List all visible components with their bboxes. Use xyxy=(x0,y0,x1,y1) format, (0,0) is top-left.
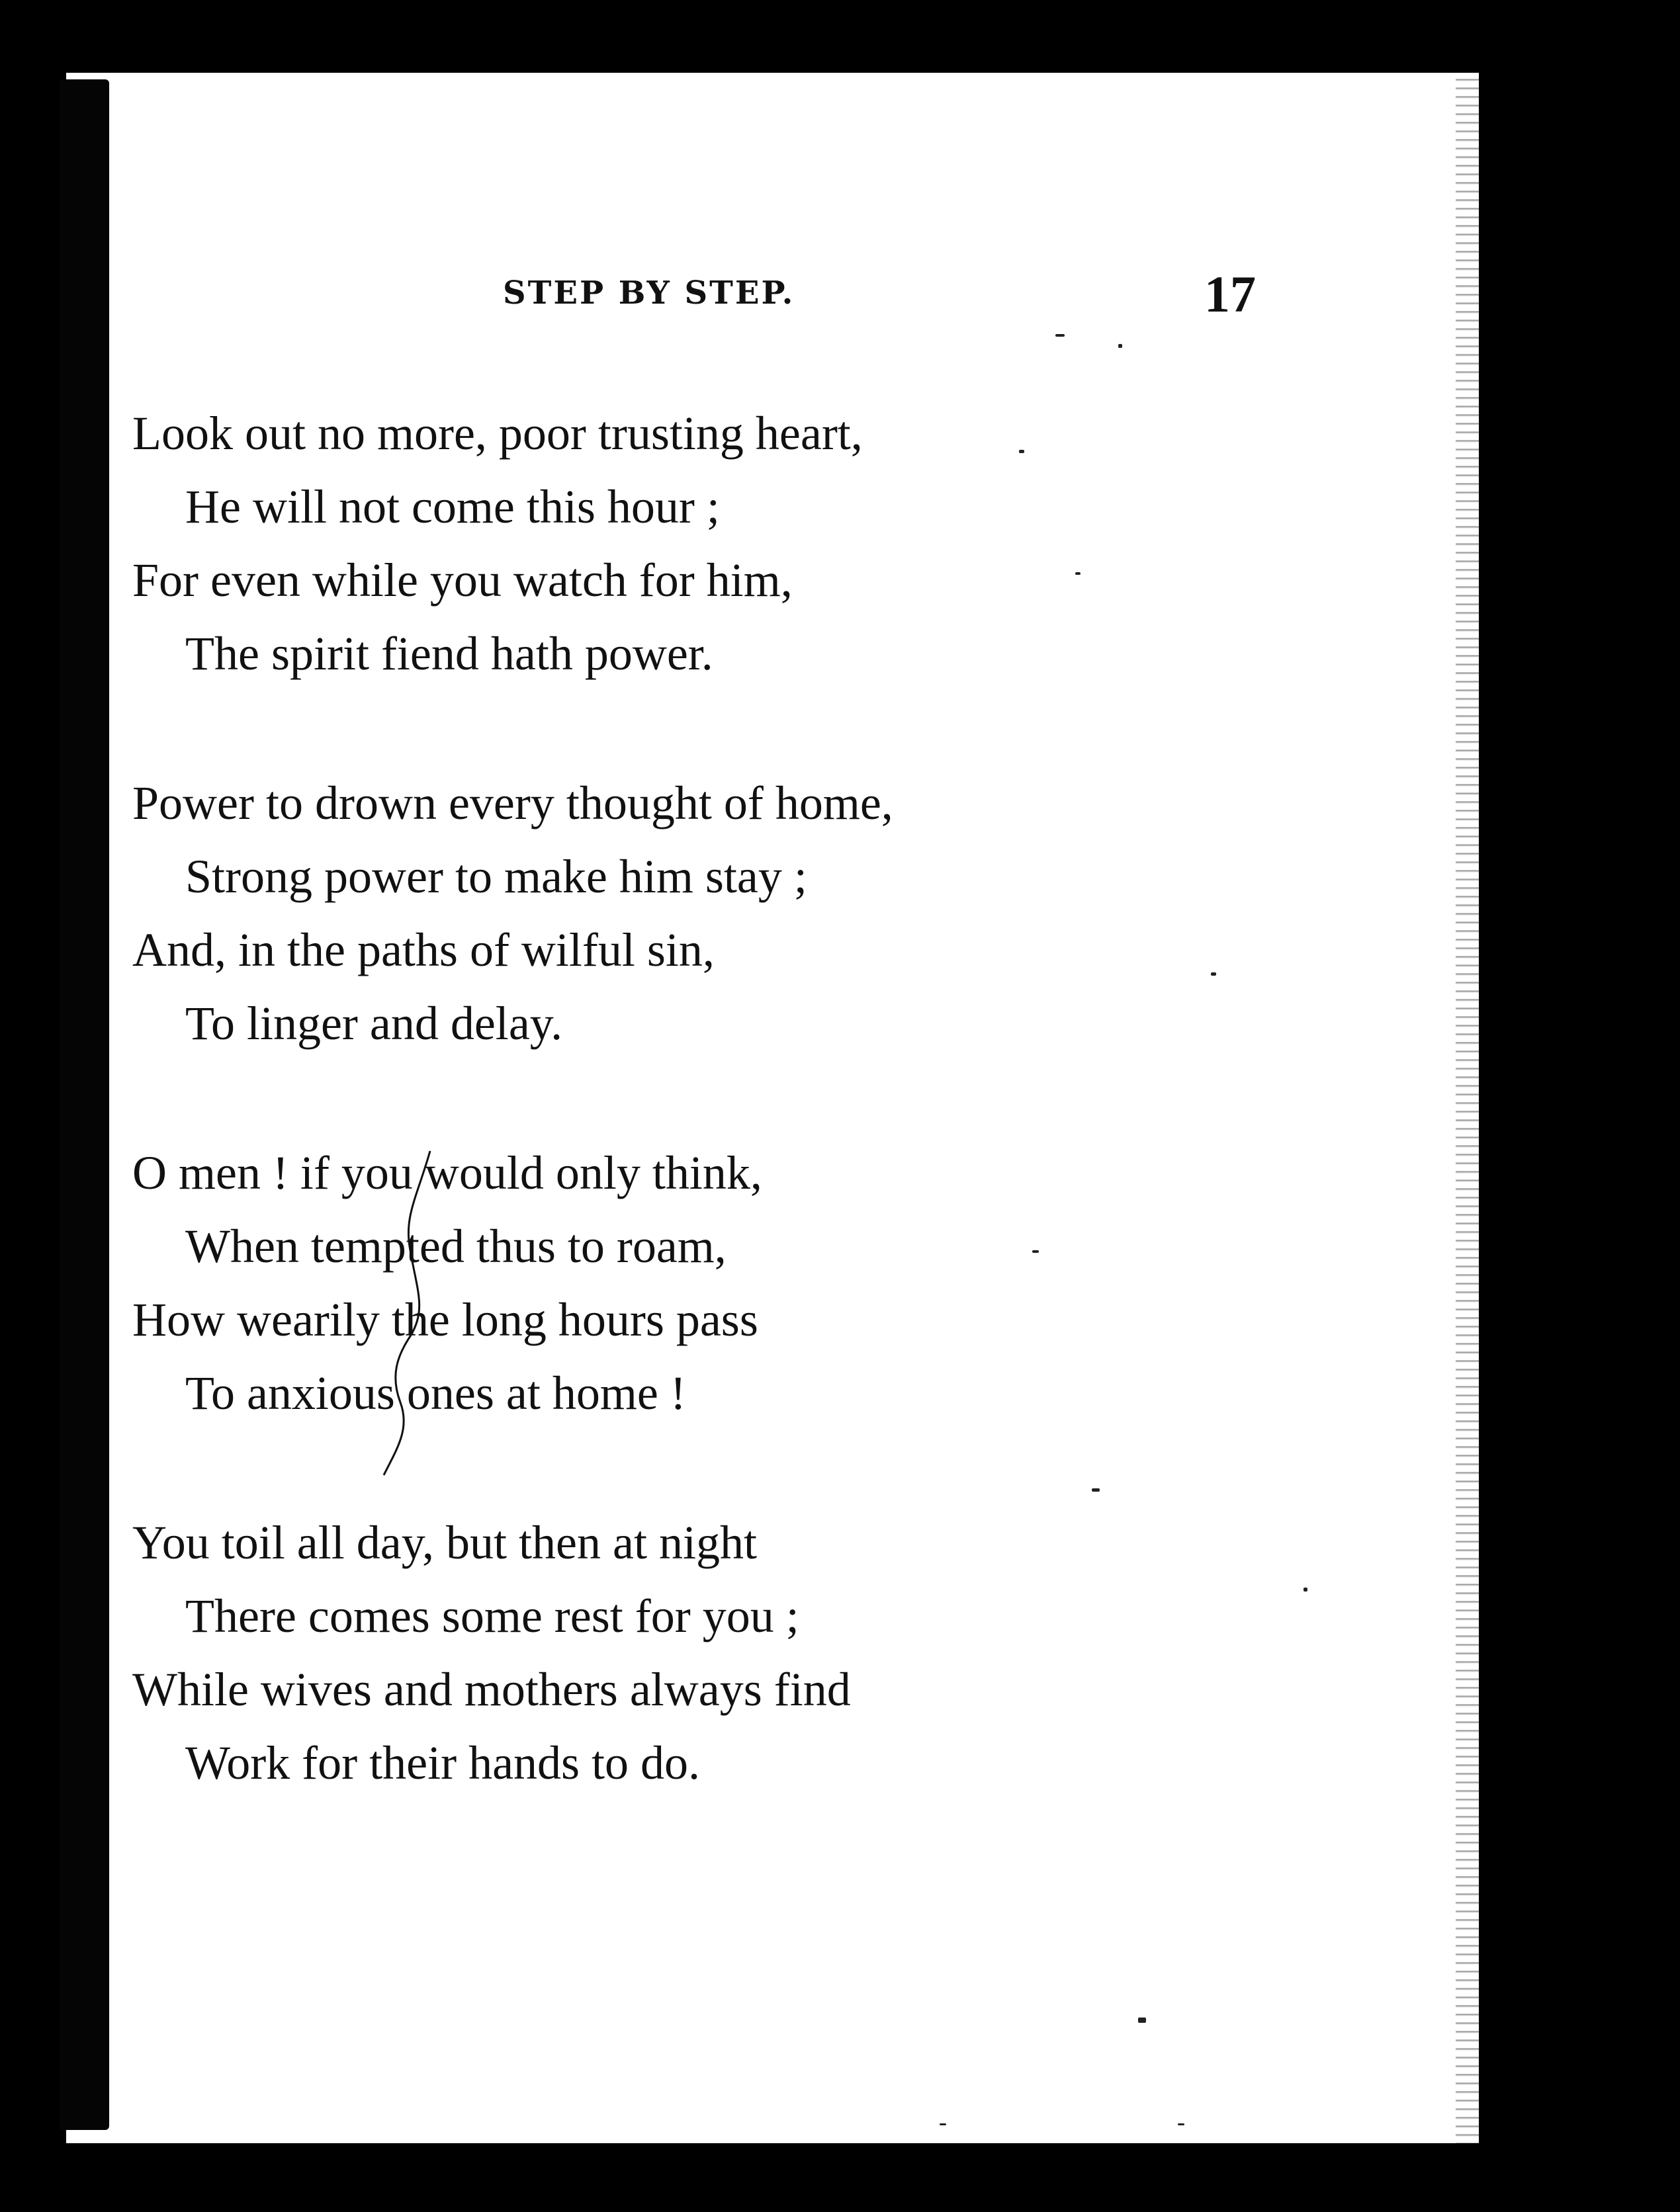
poem-line: O men ! if you would only think, xyxy=(132,1146,762,1199)
stanza-1 xyxy=(132,397,1323,691)
poem xyxy=(132,397,1323,1876)
poem-line: To anxious ones at home ! xyxy=(185,1367,686,1420)
poem-line: Strong power to make him stay ; xyxy=(185,850,807,903)
poem-line: For even while you watch for him, xyxy=(132,554,793,607)
dust-speck xyxy=(1019,450,1024,453)
dust-speck xyxy=(1138,2018,1146,2023)
poem-line: How wearily the long hours pass xyxy=(132,1293,758,1346)
stanza-4 xyxy=(132,1506,1323,1800)
stanza-2 xyxy=(132,767,1323,1060)
page-edge-shadow xyxy=(1479,73,1492,2143)
poem-line: To linger and delay. xyxy=(185,997,563,1050)
poem-line: Work for their hands to do. xyxy=(185,1736,701,1789)
dust-speck xyxy=(1032,1250,1039,1253)
book-spine xyxy=(60,79,109,2130)
dust-speck xyxy=(1178,2123,1184,2125)
dust-speck xyxy=(940,2123,946,2125)
dust-speck xyxy=(1092,1488,1100,1492)
poem-line: He will not come this hour ; xyxy=(185,480,720,533)
page-number: 17 xyxy=(1204,265,1256,323)
poem-line: The spirit fiend hath power. xyxy=(185,627,713,680)
dust-speck xyxy=(1304,1588,1307,1592)
pencil-mark xyxy=(371,1138,450,1482)
stanza-3 xyxy=(132,1136,1323,1430)
dust-speck xyxy=(1118,344,1122,348)
running-title: STEP BY STEP. xyxy=(503,275,795,312)
dust-speck xyxy=(1055,334,1065,337)
poem-line: Power to drown every thought of home, xyxy=(132,777,893,830)
poem-line: And, in the paths of wilful sin, xyxy=(132,923,715,976)
poem-line: There comes some rest for you ; xyxy=(185,1590,799,1642)
poem-line: You toil all day, but then at night xyxy=(132,1516,757,1569)
poem-line: When tempted thus to roam, xyxy=(185,1220,727,1273)
dust-speck xyxy=(1211,972,1216,976)
poem-line: While wives and mothers always find xyxy=(132,1663,851,1716)
poem-line: Look out no more, poor trusting heart, xyxy=(132,407,863,460)
dust-speck xyxy=(1075,572,1081,575)
